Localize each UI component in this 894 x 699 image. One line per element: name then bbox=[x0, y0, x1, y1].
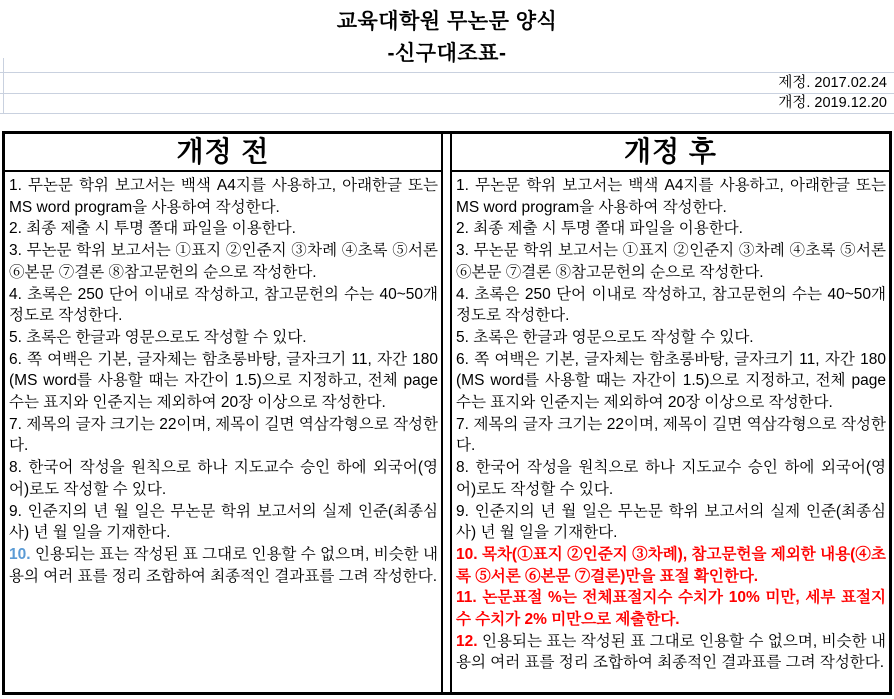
rule-item-text: 무논문 학위 보고서는 백색 A4지를 사용하고, 아래한글 또는 MS word program을 사용하여 작성한다. bbox=[456, 177, 886, 216]
comparison-table bbox=[2, 131, 892, 695]
column-divider-gap bbox=[443, 134, 450, 692]
column-after-header: 개정 후 bbox=[452, 134, 889, 172]
rule-item-text: 한국어 작성을 원칙으로 하나 지도교수 승인 하에 외국어(영어)로도 작성할 수 있다. bbox=[9, 459, 438, 498]
rule-item bbox=[456, 349, 886, 414]
rule-item-text: 제목의 글자 크기는 22이며, 제목이 길면 역삼각형으로 작성한다. bbox=[456, 415, 887, 455]
rule-item bbox=[456, 587, 886, 630]
rule-item-text: 쪽 여백은 기본, 글자체는 함초롱바탕, 글자크기 11, 자간 180 (MS word를 사용할 때는 자간이 1.5)으로 지정하고, 전체 page 수는 표지와 인준지는 제외하여 20장 이상으로 작성한다. bbox=[9, 350, 438, 412]
rule-item-number: 10. bbox=[9, 545, 35, 563]
rule-item bbox=[456, 631, 886, 674]
rule-item-number: 8. bbox=[456, 459, 476, 477]
column-after-body bbox=[452, 172, 889, 692]
rule-item bbox=[456, 414, 886, 457]
rule-item bbox=[456, 457, 886, 500]
gridline-bottom bbox=[0, 113, 894, 114]
rule-item-text: 논문표절 %는 전체표절지수 수치가 10% 미만, 세부 표절지수 수치가 2% 미만으로 제출한다. bbox=[456, 589, 886, 629]
column-before-header: 개정 전 bbox=[5, 134, 441, 172]
rule-item-text: 제목의 글자 크기는 22이며, 제목이 길면 역삼각형으로 작성한다. bbox=[9, 415, 439, 455]
rule-item-text: 무논문 학위 보고서는 ①표지 ②인준지 ③차례 ④초록 ⑤서론 ⑥본문 ⑦결론 ⑧참고문헌의 순으로 작성한다. bbox=[456, 242, 886, 281]
rule-item bbox=[456, 284, 886, 327]
rule-item-text: 초록은 한글과 영문으로도 작성할 수 있다. bbox=[26, 328, 307, 346]
rule-item-text: 무논문 학위 보고서는 ①표지 ②인준지 ③차례 ④초록 ⑤서론 ⑥본문 ⑦결론 ⑧참고문헌의 순으로 작성한다. bbox=[9, 242, 438, 281]
rule-item bbox=[9, 327, 438, 349]
rule-item bbox=[9, 349, 438, 414]
rule-item bbox=[456, 175, 886, 218]
rule-item-number: 1. bbox=[456, 177, 476, 194]
rule-item-text: 인준지의 년 월 일은 무논문 학위 보고서의 실제 인준(최종심사) 년 월 일을 기재한다. bbox=[9, 502, 438, 542]
rule-item-text: 목차(①표지 ②인준지 ③차례), 참고문헌을 제외한 내용(④초록 ⑤서론 ⑥본문 ⑦결론)만을 표절 확인한다. bbox=[456, 545, 886, 585]
rule-item-number: 11. bbox=[456, 589, 483, 607]
rule-item-number: 4. bbox=[456, 285, 475, 303]
rule-item-number: 7. bbox=[456, 415, 474, 433]
rule-item bbox=[9, 457, 438, 500]
rule-item-number: 8. bbox=[9, 459, 29, 477]
rule-item-text: 최종 제출 시 투명 쫄대 파일을 이용한다. bbox=[473, 220, 743, 238]
rule-item bbox=[9, 414, 438, 457]
rule-item-number: 5. bbox=[9, 328, 27, 346]
rule-item-number: 6. bbox=[9, 350, 28, 368]
rule-item-number: 12. bbox=[456, 632, 483, 650]
rule-item bbox=[9, 544, 438, 587]
revised-date: 개정. 2019.12.20 bbox=[778, 95, 887, 111]
column-before-body bbox=[5, 172, 441, 692]
rule-item-text: 초록은 250 단어 이내로 작성하고, 참고문헌의 수는 40~50개 정도로 작성한다. bbox=[9, 285, 439, 325]
rule-item-number: 7. bbox=[9, 415, 27, 433]
rule-item-text: 초록은 한글과 영문으로도 작성할 수 있다. bbox=[473, 328, 754, 346]
title-block bbox=[0, 6, 894, 70]
rule-item-text: 한국어 작성을 원칙으로 하나 지도교수 승인 하에 외국어(영어)로도 작성할 수 있다. bbox=[456, 459, 886, 498]
rule-item bbox=[9, 501, 438, 544]
rule-item bbox=[9, 175, 438, 218]
column-after-revision bbox=[450, 134, 889, 692]
rule-item-text: 최종 제출 시 투명 쫄대 파일을 이용한다. bbox=[26, 220, 296, 238]
rule-item-number: 3. bbox=[456, 242, 474, 260]
rule-item bbox=[456, 327, 886, 349]
rule-item-number: 5. bbox=[456, 328, 474, 346]
rule-item-text: 인용되는 표는 작성된 표 그대로 인용할 수 없으며, 비슷한 내용의 여러 표를 정리 조합하여 최종적인 결과표를 그려 작성한다. bbox=[9, 545, 439, 585]
rule-item-number: 6. bbox=[456, 350, 475, 368]
rule-item-text: 초록은 250 단어 이내로 작성하고, 참고문헌의 수는 40~50개 정도로 작성한다. bbox=[456, 285, 887, 325]
rule-item bbox=[9, 218, 438, 240]
rule-item-text: 쪽 여백은 기본, 글자체는 함초롱바탕, 글자크기 11, 자간 180 (MS word를 사용할 때는 자간이 1.5)으로 지정하고, 전체 page 수는 표지와 인준지는 제외하여 20장 이상으로 작성한다. bbox=[456, 350, 886, 412]
rule-item bbox=[456, 240, 886, 283]
page-subtitle: -신구대조표- bbox=[387, 42, 507, 65]
rule-item-text: 무논문 학위 보고서는 백색 A4지를 사용하고, 아래한글 또는 MS word program을 사용하여 작성한다. bbox=[9, 177, 438, 216]
page-title: 교육대학원 무논문 양식 bbox=[336, 10, 558, 33]
rule-item-number: 10. bbox=[456, 545, 482, 563]
column-before-revision bbox=[5, 134, 443, 692]
rule-item-number: 9. bbox=[456, 502, 475, 520]
rule-item-number: 2. bbox=[9, 220, 27, 238]
rule-item bbox=[456, 544, 886, 587]
rule-item-number: 9. bbox=[9, 502, 28, 520]
rule-item-number: 2. bbox=[456, 220, 474, 238]
rule-item bbox=[456, 218, 886, 240]
rule-item-number: 4. bbox=[9, 285, 28, 303]
rule-item bbox=[456, 501, 886, 544]
rule-item-number: 3. bbox=[9, 242, 27, 260]
enacted-date: 제정. 2017.02.24 bbox=[778, 75, 887, 91]
rule-item bbox=[9, 284, 438, 327]
rule-item bbox=[9, 240, 438, 283]
rule-item-text: 인준지의 년 월 일은 무논문 학위 보고서의 실제 인준(최종심사) 년 월 일을 기재한다. bbox=[456, 502, 887, 542]
rule-item-text: 인용되는 표는 작성된 표 그대로 인용할 수 없으며, 비슷한 내용의 여러 표를 정리 조합하여 최종적인 결과표를 그려 작성한다. bbox=[456, 632, 886, 672]
rule-item-number: 1. bbox=[9, 177, 28, 194]
